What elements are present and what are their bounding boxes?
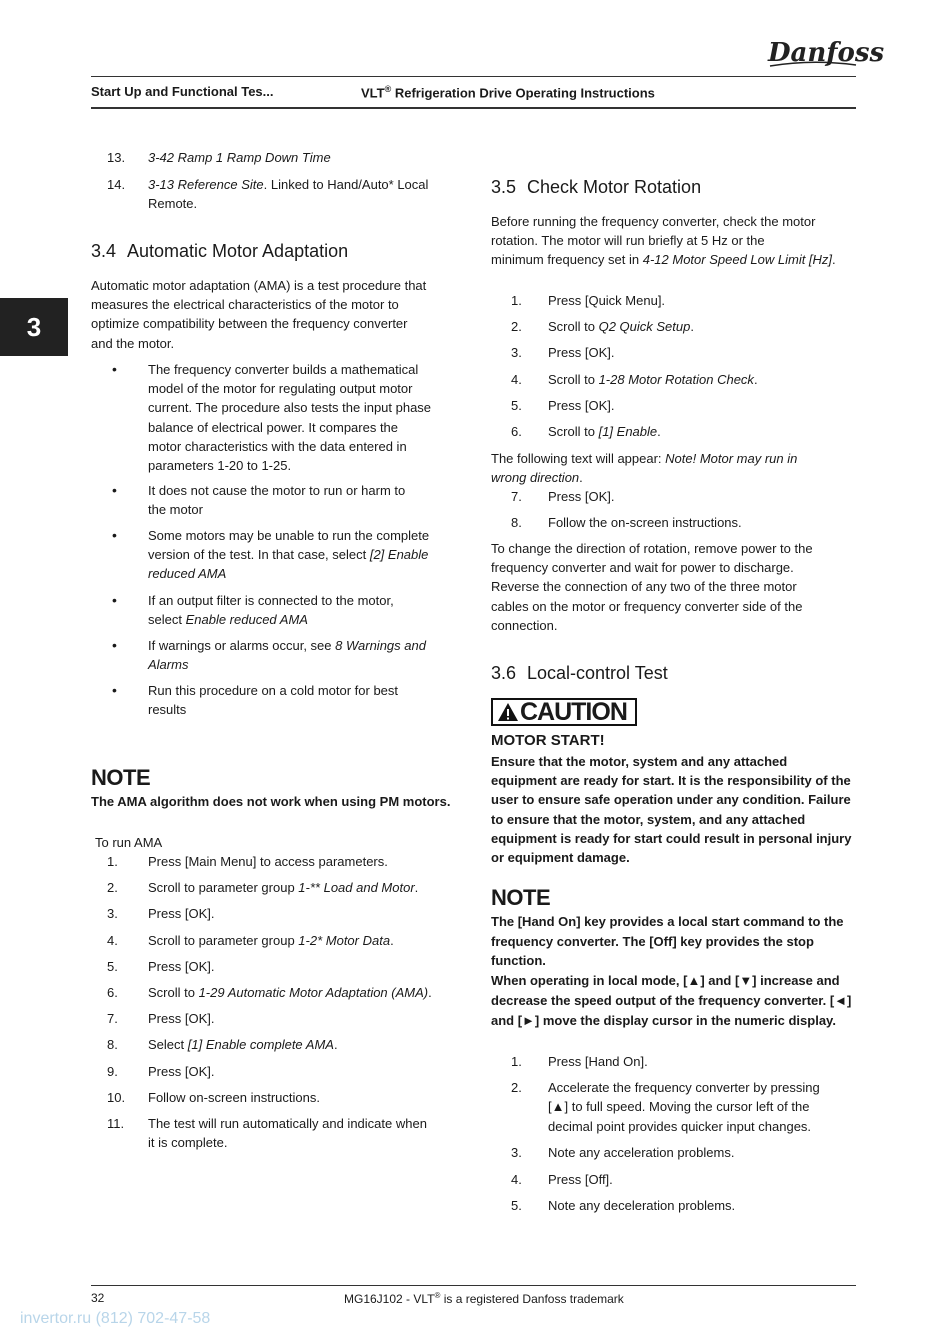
list-number: 3. — [511, 345, 522, 361]
list-item: Follow the on-screen instructions. — [548, 515, 742, 531]
footer-trademark: MG16J102 - VLT® is a registered Danfoss trademark — [344, 1291, 624, 1306]
list-number: 4. — [511, 371, 522, 387]
list-item: Press [OK]. — [548, 489, 615, 504]
list-item: Press [OK]. — [548, 345, 615, 361]
header-bottom-rule — [91, 107, 856, 109]
list-item: Press [OK]. — [548, 397, 615, 413]
list-number: 3. — [107, 906, 118, 922]
list-item: Press [Hand On]. — [548, 1054, 648, 1069]
list-number: 5. — [511, 1197, 522, 1213]
bullet-dot: • — [112, 682, 117, 698]
list-item: Note any deceleration problems. — [548, 1197, 736, 1213]
bullet-item: Some motors may be unable to run the complete version of the test. In that case, select [2] Enable reduced AMA — [148, 528, 430, 582]
note-text: The AMA algorithm does not work when using PM motors. — [91, 794, 451, 809]
motor-start-heading: MOTOR START! — [491, 732, 605, 749]
caution-text: Ensure that the motor, system and any attached equipment are ready for start. It is the responsibility of the user to ensure safe operation under any condition. Failure to ensure that the motor, system, and any attached equipment is ready for start could result in personal injury or equipment damage. — [491, 754, 852, 866]
header-top-rule — [91, 76, 856, 77]
page-number: 32 — [91, 1291, 105, 1305]
list-item: Press [OK]. — [148, 958, 215, 974]
danfoss-logo — [766, 33, 885, 71]
bullet-item: If warnings or alarms occur, see 8 Warnings and Alarms — [148, 638, 426, 673]
list-item: Press [Quick Menu]. — [548, 293, 666, 308]
list-item: 3-42 Ramp 1 Ramp Down Time — [148, 150, 331, 165]
to-run-ama-label: To run AMA — [95, 835, 163, 850]
note-heading: NOTE — [491, 885, 551, 910]
watermark: invertor.ru (812) 702-47-58 — [20, 1310, 211, 1327]
list-item: Scroll to parameter group 1-2* Motor Data. — [148, 932, 394, 948]
bullet-item: It does not cause the motor to run or harm to the motor — [148, 483, 406, 518]
list-number: 2. — [107, 880, 118, 896]
list-number: 1. — [511, 1054, 522, 1069]
list-number: 8. — [107, 1037, 118, 1053]
list-number: 1. — [107, 854, 118, 869]
list-number: 1. — [511, 293, 522, 308]
list-item: Press [OK]. — [148, 1011, 215, 1027]
list-item: Scroll to 1-28 Motor Rotation Check. — [548, 371, 758, 387]
running-header-section: Start Up and Functional Tes... — [91, 84, 274, 99]
section-heading-3-5: 3.5 Check Motor Rotation — [491, 177, 702, 197]
list-item: Scroll to 1-29 Automatic Motor Adaptation (AMA). — [148, 985, 432, 1000]
list-number: 5. — [511, 397, 522, 413]
list-number: 13. — [107, 150, 126, 165]
list-number: 8. — [511, 515, 522, 531]
bullet-item: If an output filter is connected to the motor, select Enable reduced AMA — [148, 593, 394, 628]
rotation-intro-paragraph: Before running the frequency converter, check the motor rotation. The motor will run briefly at 5 Hz or the minimum frequency set in 4-12 Motor Speed Low Limit [Hz]. — [491, 214, 836, 268]
list-number: 6. — [107, 985, 118, 1000]
bullet-dot: • — [112, 527, 117, 543]
list-item: 3-13 Reference Site. Linked to Hand/Auto* Local Remote. — [148, 177, 429, 212]
bullet-dot: • — [112, 637, 117, 653]
note-heading: NOTE — [91, 765, 151, 790]
list-number: 9. — [107, 1063, 118, 1079]
list-item: Follow on-screen instructions. — [148, 1089, 320, 1105]
list-item: Press [OK]. — [148, 1063, 215, 1079]
running-header-title: VLT® Refrigeration Drive Operating Instructions — [361, 84, 655, 101]
list-number: 5. — [107, 958, 118, 974]
list-item: Press [Main Menu] to access parameters. — [148, 854, 388, 869]
ama-intro-paragraph: Automatic motor adaptation (AMA) is a test procedure that measures the electrical characteristics of the motor to optimize compatibility between the frequency converter and the motor. — [91, 278, 427, 351]
bullet-dot: • — [112, 592, 117, 608]
list-item: Scroll to Q2 Quick Setup. — [548, 319, 694, 335]
list-number: 6. — [511, 424, 522, 439]
section-heading-3-4: 3.4 Automatic Motor Adaptation — [91, 241, 349, 261]
list-item: Scroll to parameter group 1-** Load and Motor. — [148, 880, 419, 896]
list-number: 2. — [511, 1080, 522, 1096]
list-number: 2. — [511, 319, 522, 335]
list-number: 7. — [511, 489, 522, 504]
list-number: 10. — [107, 1089, 126, 1105]
list-item: Note any acceleration problems. — [548, 1145, 735, 1161]
list-item: Accelerate the frequency converter by pressing [▲] to full speed. Moving the cursor left of the decimal point provides quicker input changes. — [548, 1080, 820, 1134]
list-number: 3. — [511, 1145, 522, 1161]
bullet-item: The frequency converter builds a mathematical model of the motor for regulating output motor current. The procedure also tests the input phase balance of electrical power. It compares the motor characteristics with the data entered in parameters 1-20 to 1-25. — [148, 362, 432, 474]
list-number: 11. — [107, 1116, 125, 1131]
change-direction-paragraph: To change the direction of rotation, remove power to the frequency converter and wait for power to discharge. Reverse the connection of any two of the three motor cables on the motor or frequency converter side of the connection. — [491, 541, 813, 633]
list-number: 14. — [107, 177, 126, 192]
caution-label: CAUTION — [491, 698, 637, 726]
list-number: 4. — [107, 932, 118, 948]
footer-rule — [91, 1285, 856, 1286]
list-item: Select [1] Enable complete AMA. — [148, 1037, 338, 1053]
svg-text:Danfoss: Danfoss — [768, 38, 885, 68]
warning-triangle-icon — [497, 702, 519, 722]
chapter-tab: 3 — [0, 298, 68, 356]
list-item: Press [OK]. — [148, 906, 215, 922]
following-text-paragraph: The following text will appear: Note! Motor may run in wrong direction. — [491, 451, 798, 486]
list-number: 7. — [107, 1011, 118, 1027]
list-item: Scroll to [1] Enable. — [548, 424, 661, 439]
list-item: Press [Off]. — [548, 1171, 613, 1187]
bullet-dot: • — [112, 482, 117, 498]
section-heading-3-6: 3.6 Local-control Test — [491, 663, 668, 683]
bullet-item: Run this procedure on a cold motor for best results — [148, 683, 399, 718]
bullet-dot: • — [112, 361, 117, 377]
list-number: 4. — [511, 1171, 522, 1187]
list-item: The test will run automatically and indicate when it is complete. — [148, 1116, 427, 1151]
note-text: The [Hand On] key provides a local start command to the frequency converter. The [Off] key provides the stop function. When operating in local mode, [▲] and [▼] increase and decrease the speed output of the frequency converter. [◄] and [►] move the display cursor in the numeric display. — [491, 914, 852, 1028]
